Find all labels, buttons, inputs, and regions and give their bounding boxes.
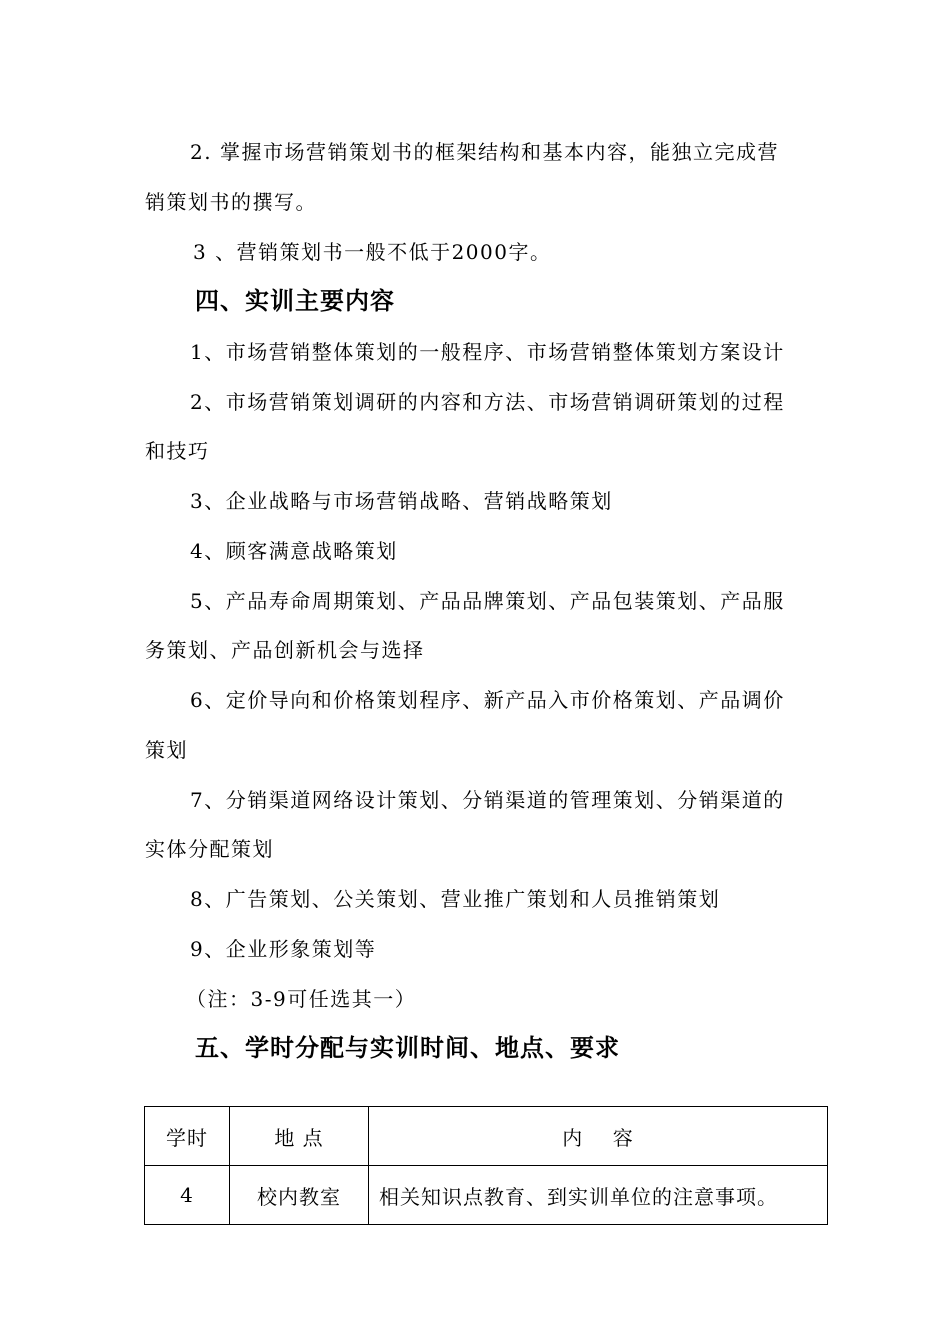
cell-location: 校内教室 xyxy=(230,1166,369,1225)
section-heading-4: 四、实训主要内容 xyxy=(195,287,395,315)
item-2-line1: 2、市场营销策划调研的内容和方法、市场营销调研策划的过程 xyxy=(190,390,785,414)
item-4: 4、顾客满意战略策划 xyxy=(190,539,398,563)
item-8: 8、广告策划、公关策划、营业推广策划和人员推销策划 xyxy=(190,887,721,911)
item-6-line2: 策划 xyxy=(145,738,188,762)
section-heading-5: 五、学时分配与实训时间、地点、要求 xyxy=(195,1034,620,1062)
header-location: 地 点 xyxy=(230,1107,369,1166)
cell-hours: 4 xyxy=(145,1166,230,1225)
item-5-line2: 务策划、产品创新机会与选择 xyxy=(145,638,425,662)
p2: 3 、营销策划书一般不低于2000字。 xyxy=(193,240,552,264)
item-7-line1: 7、分销渠道网络设计策划、分销渠道的管理策划、分销渠道的 xyxy=(190,788,785,812)
schedule-table xyxy=(144,1106,828,1225)
p1-line2: 销策划书的撰写。 xyxy=(145,190,317,214)
item-9: 9、企业形象策划等 xyxy=(190,937,377,961)
item-7-line2: 实体分配策划 xyxy=(145,837,274,861)
table-header-row xyxy=(145,1107,828,1166)
cell-content: 相关知识点教育、到实训单位的注意事项。 xyxy=(369,1166,828,1225)
item-6-line1: 6、定价导向和价格策划程序、新产品入市价格策划、产品调价 xyxy=(190,688,785,712)
item-5-line1: 5、产品寿命周期策划、产品品牌策划、产品包装策划、产品服 xyxy=(190,589,785,613)
item-3: 3、企业战略与市场营销战略、营销战略策划 xyxy=(190,489,613,513)
note: （注：3-9可任选其一） xyxy=(186,987,417,1011)
header-content: 内 容 xyxy=(369,1107,828,1166)
p1-line1: 2. 掌握市场营销策划书的框架结构和基本内容，能独立完成营 xyxy=(190,140,779,164)
item-2-line2: 和技巧 xyxy=(145,439,210,463)
table-row xyxy=(145,1166,828,1225)
item-1: 1、市场营销整体策划的一般程序、市场营销整体策划方案设计 xyxy=(190,340,785,364)
header-hours: 学时 xyxy=(145,1107,230,1166)
